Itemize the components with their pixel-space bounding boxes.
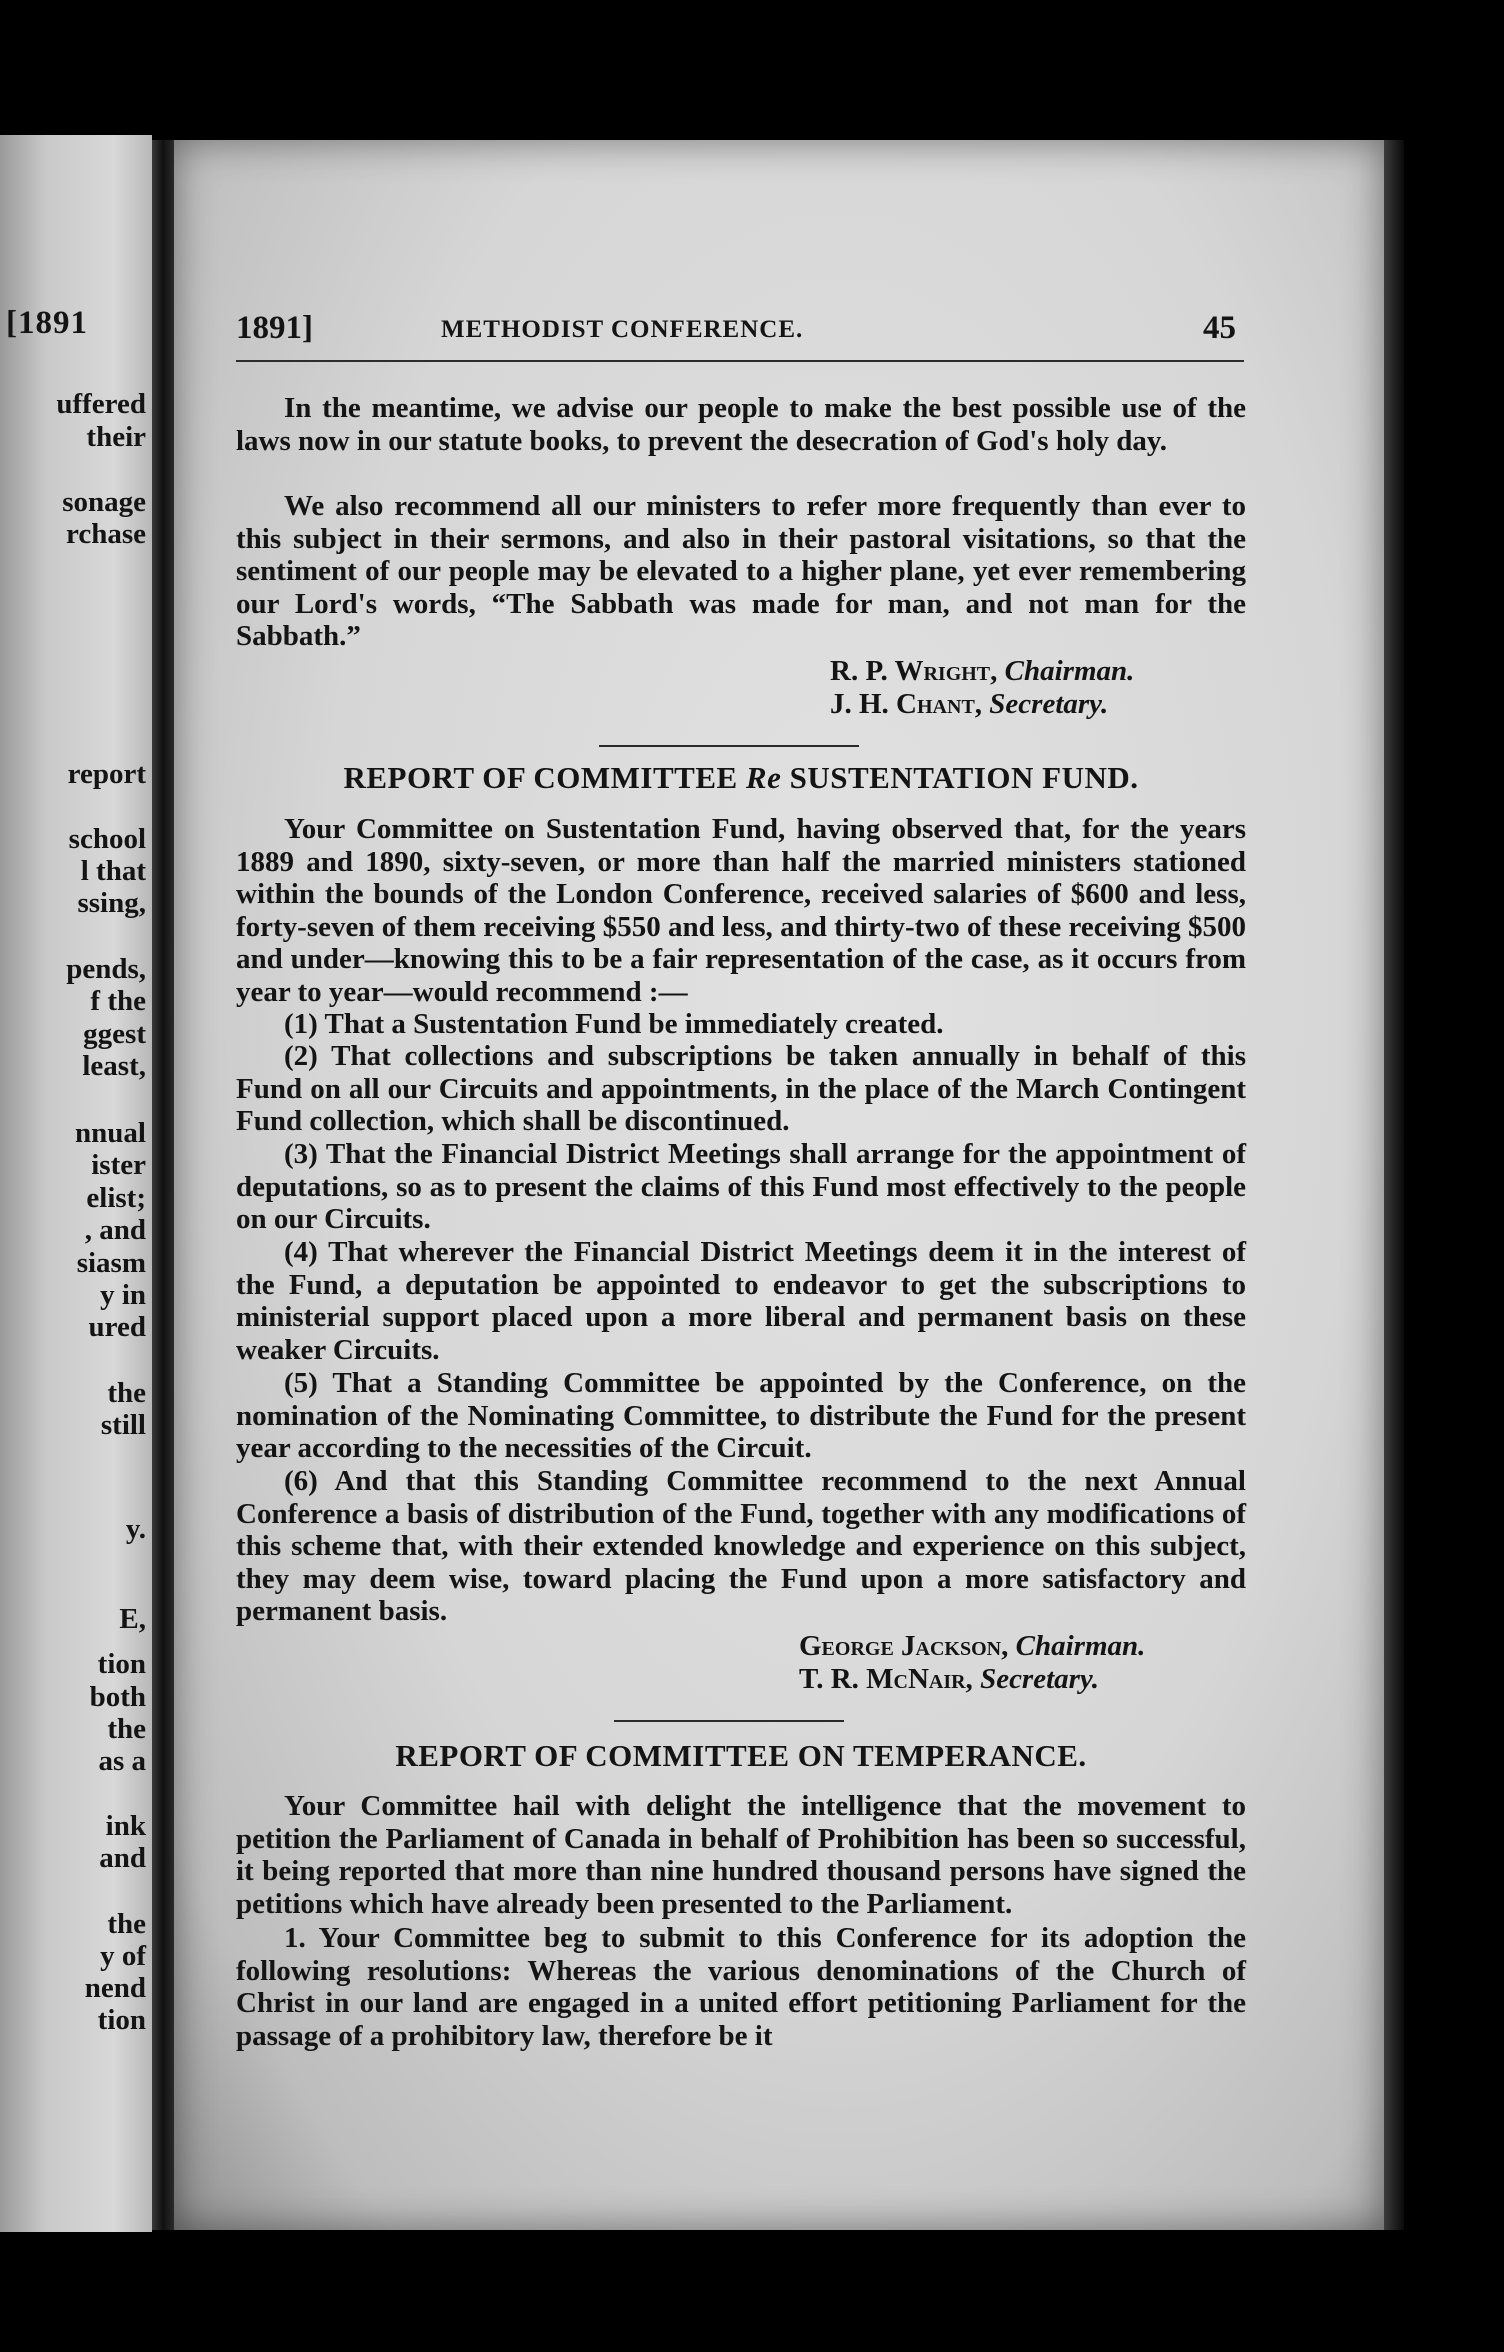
sabbath-chairman-signature: [830, 655, 1134, 688]
left-fragment: rchase: [65, 518, 146, 550]
signatory-role: Secretary.: [980, 1663, 1099, 1695]
left-fragment: ister: [91, 1149, 146, 1181]
heading-re: Re: [745, 760, 782, 795]
left-partial-page: [0, 135, 152, 2232]
running-head: [236, 310, 1246, 350]
left-fragment: report: [67, 758, 146, 790]
temperance-paragraph-1: Your Committee hail with delight the intelligence that the movement to petition the Parliament of Canada in behalf of Prohibition has been so successful, it being reported that more than nine hundred thousand persons have signed the petitions which have already been presented to the Parliament.: [236, 1790, 1246, 1920]
signatory-name: J. H. Chant,: [830, 688, 983, 720]
left-fragment: the: [107, 1713, 146, 1745]
left-fragment: and: [99, 1842, 146, 1874]
left-fragment: nnual: [75, 1117, 146, 1149]
section-divider: [614, 1720, 844, 1722]
sustentation-item: (4) That wherever the Financial District Meetings deem it in the interest of the Fund, a deputation be appointed to endeavor to get the subscriptions to ministerial support placed upon a more liberal and permanent basis on these weaker Circuits.: [236, 1236, 1246, 1366]
left-fragment: ggest: [83, 1018, 146, 1050]
signatory-role: Secretary.: [989, 688, 1109, 720]
signatory-role: Chairman.: [1015, 1630, 1146, 1662]
left-fragment: tion: [97, 2004, 146, 2036]
left-fragment: E,: [119, 1603, 146, 1635]
left-fragment: y.: [125, 1513, 146, 1545]
sustentation-item: (1) That a Sustentation Fund be immediately created.: [284, 1008, 944, 1040]
left-fragment: , and: [84, 1214, 146, 1246]
left-fragment: as a: [98, 1745, 146, 1777]
main-page: [174, 140, 1384, 2230]
section-divider: [599, 745, 859, 747]
left-fragment: sonage: [62, 486, 146, 518]
heading-text: SUSTENTATION FUND.: [781, 760, 1139, 795]
left-fragment: f the: [90, 985, 146, 1017]
page-number: 45: [1203, 310, 1236, 346]
sustentation-item: (5) That a Standing Committee be appointed by the Conference, on the nomination of the Nominating Committee, to distribute the Fund for the present year according to the necessities of the Circuit.: [236, 1367, 1246, 1464]
left-fragment: their: [86, 421, 146, 453]
left-fragment: still: [100, 1409, 146, 1441]
sustentation-secretary-signature: [799, 1663, 1099, 1696]
page-edge-shadow: [1384, 140, 1404, 2230]
left-fragment: ssing,: [77, 887, 146, 919]
temperance-heading: REPORT OF COMMITTEE ON TEMPERANCE.: [395, 1738, 1087, 1773]
sabbath-paragraph-2: We also recommend all our ministers to refer more frequently than ever to this subject in their sermons, and also in their pastoral visitations, so that the sentiment of our people may be elevated to a higher plane, yet ever remembering our Lord's words, “The Sabbath was made for man, and not man for the Sabbath.”: [236, 490, 1246, 652]
sabbath-paragraph-1: In the meantime, we advise our people to make the best possible use of the laws now in our statute books, to prevent the desecration of God's holy day.: [236, 392, 1246, 457]
signatory-name: George Jackson,: [799, 1630, 1009, 1662]
left-fragment: siasm: [76, 1247, 146, 1279]
left-fragment: the: [107, 1377, 146, 1409]
signatory-name: T. R. McNair,: [799, 1663, 973, 1695]
left-fragment: the: [107, 1908, 146, 1940]
sustentation-item: (6) And that this Standing Committee recommend to the next Annual Conference a basis of distribution of the Fund, together with any modifications of this scheme that, with their extended knowledge and experience on this subject, they may deem wise, toward placing the Fund upon a more satisfactory and permanent basis.: [236, 1465, 1246, 1627]
running-head-title: METHODIST CONFERENCE.: [441, 316, 804, 343]
left-fragment: ink: [105, 1810, 146, 1842]
signatory-role: Chairman.: [1004, 655, 1135, 687]
heading-text: REPORT OF COMMITTEE: [343, 760, 746, 795]
book-gutter: [152, 140, 174, 2230]
sabbath-secretary-signature: [830, 688, 1108, 721]
left-fragment: tion: [97, 1648, 146, 1680]
sustentation-item: (3) That the Financial District Meetings shall arrange for the appointment of deputations, so as to present the claims of this Fund most effectively to the people on our Circuits.: [236, 1138, 1246, 1235]
left-fragment: both: [89, 1681, 146, 1713]
left-fragment: school: [68, 823, 146, 855]
left-fragment: least,: [82, 1050, 146, 1082]
left-fragment: elist;: [86, 1182, 146, 1214]
sustentation-intro: Your Committee on Sustentation Fund, having observed that, for the years 1889 and 1890, sixty-seven, or more than half the married ministers stationed within the bounds of the London Conference, received salaries of $600 and less, forty-seven of them receiving $550 and less, and thirty-two of these receiving $500 and under—knowing this to be a fair representation of the case, as it occurs from year to year—would recommend :—: [236, 813, 1246, 1008]
temperance-paragraph-2: 1. Your Committee beg to submit to this Conference for its adoption the following resolutions: Whereas the various denominations of the Church of Christ in our land are engaged in a united effort petitioning Parliament for the passage of a prohibitory law, therefore be it: [236, 1922, 1246, 2052]
left-fragment: uffered: [56, 388, 146, 420]
sustentation-item: (2) That collections and subscriptions be taken annually in behalf of this Fund on all our Circuits and appointments, in the place of the March Contingent Fund collection, which shall be discontinued.: [236, 1040, 1246, 1137]
signatory-name: R. P. Wright,: [830, 655, 998, 687]
left-fragment: l that: [80, 855, 146, 887]
sustentation-heading: [236, 760, 1246, 796]
header-rule: [236, 360, 1244, 362]
left-fragment: y in: [100, 1279, 146, 1311]
left-fragment: nend: [84, 1972, 146, 2004]
running-head-year: 1891]: [236, 310, 313, 346]
left-fragment: pends,: [66, 953, 146, 985]
sustentation-chairman-signature: [799, 1630, 1145, 1663]
left-fragment: ured: [88, 1311, 146, 1343]
left-page-header: [1891: [6, 305, 88, 341]
left-fragment: y of: [100, 1940, 146, 1972]
